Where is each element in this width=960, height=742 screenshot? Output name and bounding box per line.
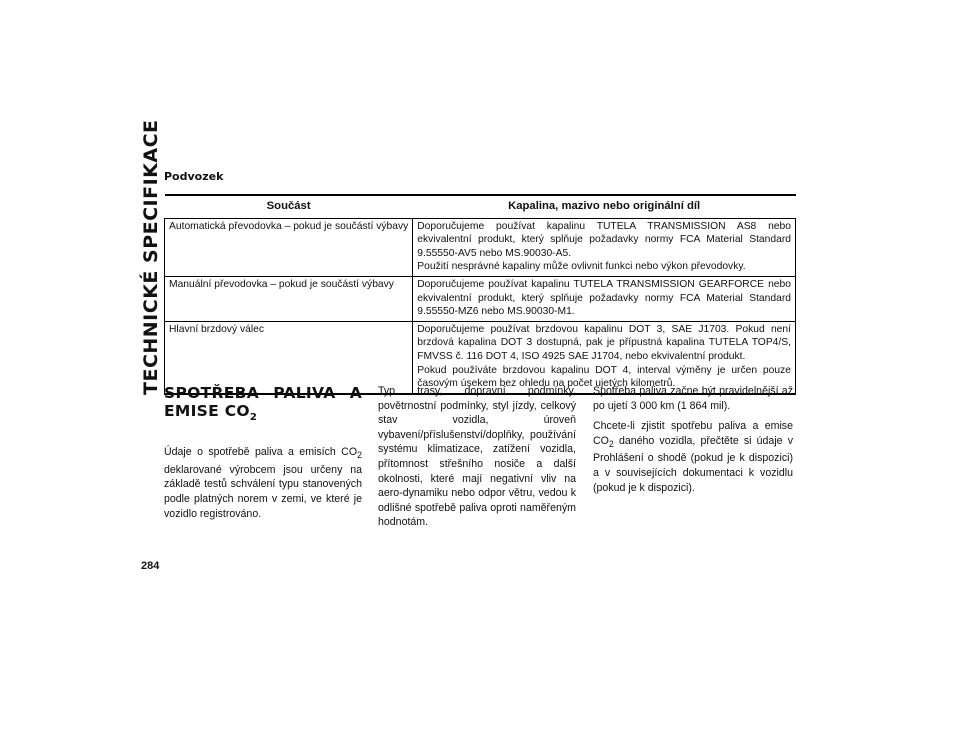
consumption-paragraph: Spotřeba paliva začne být pravidelnější až po ujetí 3 000 km (1 864 mil). [593, 385, 793, 412]
driving-conditions-paragraph: Typ trasy, dopravní podmínky, povětrnostní podmínky, styl jízdy, celkový stav vozidla, úroveň vybavení/příslušenství/doplňky, používání systému klimatizace, zatížení vozidla, přítomnost střešního nosiče a další okolnosti, které mají negativní vliv na aero-dynamiku nebo odpor větru, vedou k odlišné spotřebě paliva oproti naměřeným hodnotám. [378, 385, 576, 529]
declaration-paragraph: Chcete-li zjistit spotřebu paliva a emise $CO_2$ daného vozidla, přečtěte si údaje v Prohlášení o shodě (pokud je k dispozici) a v souvisejících dokumentaci k vozidlu (pokud je k dispozici). [593, 420, 793, 494]
section-heading: SPOTŘEBA PALIVA A EMISE $CO_2$ [164, 384, 362, 424]
text-column-2 [378, 384, 576, 536]
fluid-text: Doporučujeme používat brzdovou kapalinu DOT 3, SAE J1703. Pokud není brzdová kapalina DOT 3 dostupná, pak je přípustná kapalina TUTELA TOP4/S, FMVSS č. 116 DOT 4, ISO 4925 SAE J1704, nebo ekvivalentní produkt. [417, 323, 791, 362]
fluid-text: Doporučujeme používat kapalinu TUTELA TRANSMISSION AS8 nebo ekvivalentní produkt, který splňuje požadavky normy FCA Material Standard 9.55550-AV5 nebo MS.90030-A5. [417, 220, 791, 259]
cell-fluid [413, 218, 796, 276]
cell-part: Automatická převodovka – pokud je součástí výbavy [165, 218, 413, 276]
header-part: Součást [165, 195, 413, 218]
fluids-table [164, 194, 796, 395]
table-row [165, 218, 796, 276]
fluid-text: Doporučujeme používat kapalinu TUTELA TRANSMISSION GEARFORCE nebo ekvivalentní produkt, který splňuje požadavky normy FCA Material Standard 9.55550-MZ6 nebo MS.90030-M1. [417, 278, 791, 318]
text-column-1 [164, 384, 362, 527]
chapter-side-title: TECHNICKÉ SPECIFIKACE [140, 119, 162, 395]
section-label: Podvozek [164, 170, 224, 183]
fluid-note: Použití nesprávné kapaliny může ovlivnit funkci nebo výkon převodovky. [417, 261, 746, 273]
table-header-row [165, 195, 796, 218]
emissions-intro-paragraph: Údaje o spotřebě paliva a emisích $CO_2$ deklarované výrobcem jsou určeny na základě testů schválení typu stanovených podle platných norem v zemi, ve které je vozidlo registrováno. [164, 446, 362, 520]
fluid-note: Pokud používáte brzdovou kapalinu DOT 4, interval výměny je určen pouze časovým úsekem bez ohledu na počet ujetých kilometrů. [417, 364, 791, 390]
cell-fluid [413, 276, 796, 321]
header-fluid: Kapalina, mazivo nebo originální díl [413, 195, 796, 218]
cell-part: Hlavní brzdový válec [165, 321, 413, 393]
table-row [165, 276, 796, 321]
cell-fluid [413, 321, 796, 393]
page-number: 284 [141, 560, 160, 572]
table-row [165, 321, 796, 393]
cell-part: Manuální převodovka – pokud je součástí výbavy [165, 276, 413, 321]
text-column-3 [593, 384, 793, 501]
